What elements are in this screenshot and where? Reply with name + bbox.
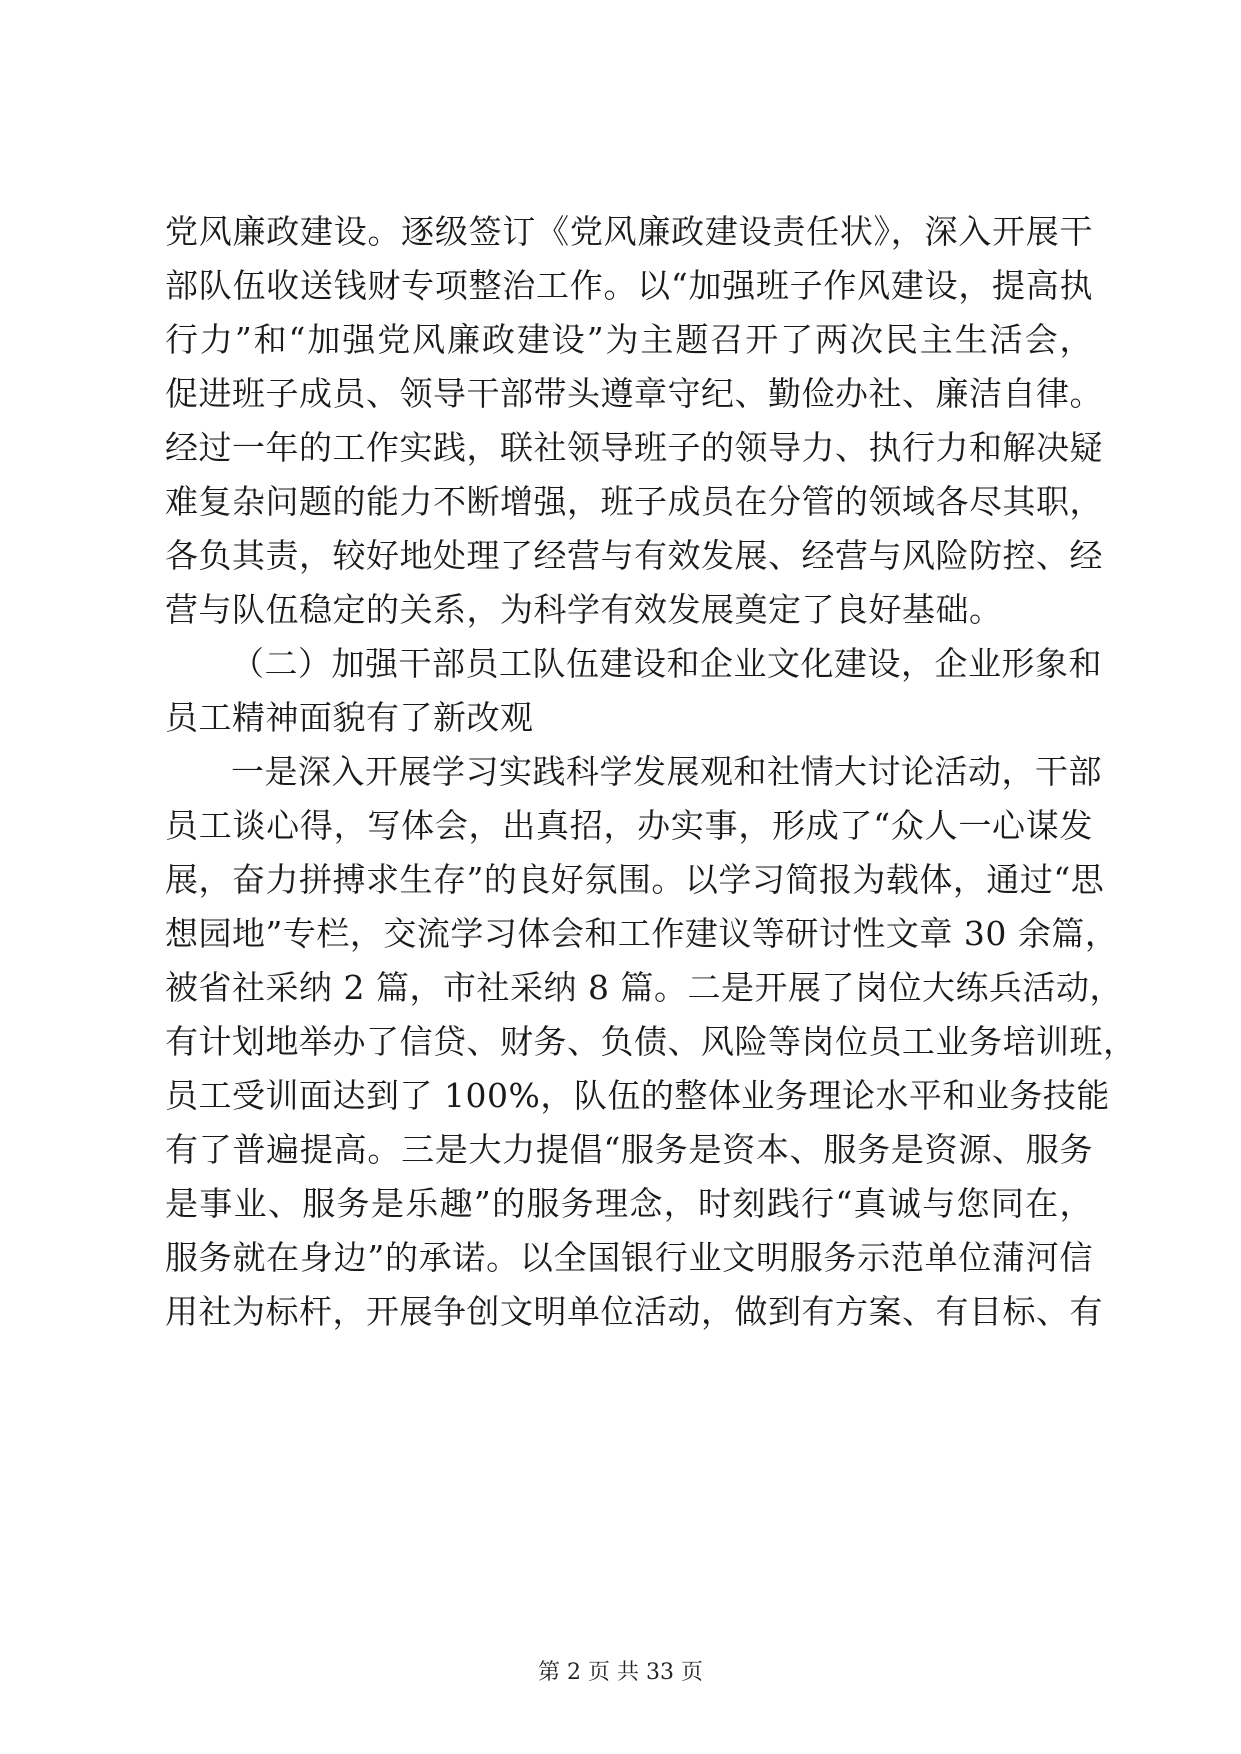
text-line: 用社为标杆，开展争创文明单位活动，做到有方案、有目标、有 bbox=[165, 1292, 1103, 1331]
text-line: 想园地”专栏，交流学习体会和工作建议等研讨性文章 30 余篇， bbox=[165, 914, 1119, 953]
text-line: 员工谈心得，写体会，出真招，办实事，形成了“众人一心谋发 bbox=[165, 806, 1093, 845]
text-line: 经过一年的工作实践，联社领导班子的领导力、执行力和解决疑 bbox=[165, 428, 1103, 467]
text-line: 展，奋力拼搏求生存”的良好氛围。以学习简报为载体，通过“思 bbox=[165, 860, 1105, 899]
text-line: 员工受训面达到了 100%，队伍的整体业务理论水平和业务技能 bbox=[165, 1076, 1110, 1115]
text-line: 是事业、服务是乐趣”的服务理念，时刻践行“真诚与您同在， bbox=[165, 1184, 1093, 1223]
text-line: 被省社采纳 2 篇，市社采纳 8 篇。二是开展了岗位大练兵活动， bbox=[165, 968, 1123, 1007]
section-heading-line: 员工精神面貌有了新改观 bbox=[165, 698, 534, 737]
text-line: 部队伍收送钱财专项整治工作。以“加强班子作风建设，提高执 bbox=[165, 266, 1093, 305]
text-line: 营与队伍稳定的关系，为科学有效发展奠定了良好基础。 bbox=[165, 590, 1003, 629]
text-line: 有了普遍提高。三是大力提倡“服务是资本、服务是资源、服务 bbox=[165, 1130, 1093, 1169]
text-line: 促进班子成员、领导干部带头遵章守纪、勤俭办社、廉洁自律。 bbox=[165, 374, 1103, 413]
text-line: 党风廉政建设。逐级签订《党风廉政建设责任状》，深入开展干 bbox=[165, 212, 1093, 251]
document-body bbox=[165, 205, 1137, 1339]
text-line: 有计划地举办了信贷、财务、负债、风险等岗位员工业务培训班， bbox=[165, 1022, 1137, 1061]
text-line: 行力”和“加强党风廉政建设”为主题召开了两次民主生活会， bbox=[165, 320, 1093, 359]
text-line: 各负其责，较好地处理了经营与有效发展、经营与风险防控、经 bbox=[165, 536, 1103, 575]
text-line: 难复杂问题的能力不断增强，班子成员在分管的领域各尽其职， bbox=[165, 482, 1103, 521]
section-heading-line: （二）加强干部员工队伍建设和企业文化建设，企业形象和 bbox=[231, 644, 1102, 683]
page-number: 第 2 页 共 33 页 bbox=[538, 1660, 703, 1685]
text-line: 一是深入开展学习实践科学发展观和社情大讨论活动，干部 bbox=[231, 752, 1102, 791]
text-line: 服务就在身边”的承诺。以全国银行业文明服务示范单位蒲河信 bbox=[165, 1238, 1093, 1277]
